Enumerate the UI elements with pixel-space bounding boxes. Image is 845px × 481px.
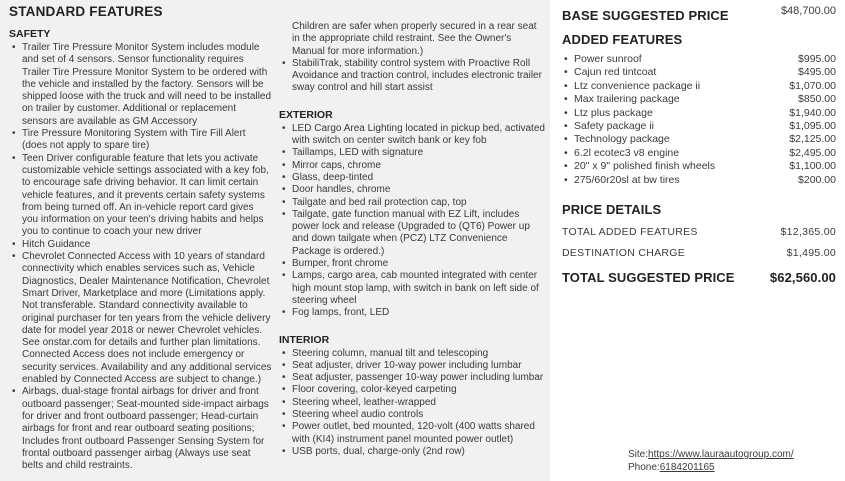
price-detail-label: DESTINATION CHARGE [562,247,686,260]
feature-list [279,58,545,95]
phone-line [628,461,794,474]
feature-item: • Tailgate and bed rail protection cap, top [279,197,545,209]
added-feature-row [562,107,836,120]
feature-section-heading: INTERIOR [279,333,330,346]
feature-item: • Airbags, dual-stage frontal airbags for driver and front outboard passenger; Seat-mounted side-impact airbags for driver and front outboard passenger; Head-curtain airbags for front and rear outboard seating positions; Includes front outboard Passenger Sensing System for frontal outboard passenger airbag (Always use seat belts and child restraints. [9,386,272,472]
feature-item: • Chevrolet Connected Access with 10 years of standard connectivity which enables services such as, Vehicle Diagnostics, Dealer Maintenance Notification, Chevrolet Smart Driver, Marketplace and more (Limitations apply. Not transferable. Standard connectivity available to original purchaser for ten years from the vehicle delivery date for model year 2018 or newer Chevrolet vehicles. See onstar.com for details and further plan limitations. Connected Access does not include emergency or security services. Availability and any additional services enabled by Connected Access are subject to change.) [9,251,272,386]
added-feature-label: • 20" x 9" polished finish wheels [574,160,716,173]
total-price-label: TOTAL SUGGESTED PRICE [562,270,735,286]
base-price-value: $48,700.00 [780,5,836,17]
site-label: Site: [628,449,649,460]
added-feature-label: • 6.2l ecotec3 v8 engine [574,146,680,159]
price-detail-value: $12,365.00 [780,226,836,239]
added-feature-row [562,53,836,66]
pricing-pane [550,0,845,481]
feature-section-heading: EXTERIOR [279,108,333,121]
added-feature-label: • Max trailering package [574,93,680,106]
feature-item: • Seat adjuster, passenger 10-way power including lumbar [279,372,545,384]
pricing-content [550,0,845,285]
feature-item: • Door handles, chrome [279,184,545,196]
features-column-middle [279,21,545,458]
feature-section [279,334,545,459]
feature-item: • Seat adjuster, driver 10-way power including lumbar [279,360,545,372]
added-feature-row [562,80,836,93]
added-feature-label: • Cajun red tintcoat [574,66,657,79]
added-feature-price: $2,495.00 [789,146,836,159]
price-detail-label: TOTAL ADDED FEATURES [562,226,698,239]
feature-continuation-text: Children are safer when properly secured in a rear seat in the appropriate child restraint. See the Owner's Manual for more information.) [292,21,537,57]
added-features-list [562,53,836,187]
added-feature-label: • Technology package [574,133,670,146]
added-feature-price: $2,125.00 [789,133,836,146]
feature-item: • Bumper, front chrome [279,258,545,270]
feature-section [279,21,545,95]
feature-item: • Mirror caps, chrome [279,160,545,172]
base-price-row [562,5,836,23]
added-feature-row [562,147,836,160]
site-line [628,448,794,461]
feature-item: • USB ports, dual, charge-only (2nd row) [279,446,545,458]
features-column-left [9,4,272,472]
total-price-row [562,270,836,285]
page-title: STANDARD FEATURES [9,4,163,19]
added-feature-price: $200.00 [798,173,836,186]
added-feature-price: $850.00 [798,93,836,106]
feature-item: • Glass, deep-tinted [279,172,545,184]
feature-section [9,28,272,472]
added-feature-price: $1,070.00 [789,79,836,92]
added-feature-price: $995.00 [798,53,836,65]
added-features-heading: ADDED FEATURES [562,32,683,47]
added-feature-price: $1,100.00 [789,160,836,173]
feature-item: • Floor covering, color-keyed carpeting [279,384,545,396]
feature-item: • StabiliTrak, stability control system with Proactive Roll Avoidance and traction control, includes electronic trailer sway control and hill start assist [279,58,545,95]
added-feature-label: • Ltz plus package [574,106,653,119]
price-detail-row [562,247,836,259]
phone-label: Phone: [628,462,660,473]
feature-list [279,348,545,459]
feature-item: • Teen Driver configurable feature that lets you activate customizable vehicle settings associated with a key fob, to encourage safe driving behavior. It can limit certain vehicle features, and it prevents certain safety systems from being turned off. An in-vehicle report card gives you information on your teen's driving habits and helps you to continue to coach your new driver [9,153,272,239]
feature-section [279,109,545,320]
price-details-heading: PRICE DETAILS [562,202,662,218]
feature-item: • Fog lamps, front, LED [279,307,545,319]
added-feature-price: $495.00 [798,66,836,79]
added-feature-price: $1,940.00 [789,106,836,119]
total-price-value: $62,560.00 [769,270,836,286]
phone-link[interactable]: 6184201165 [659,462,715,473]
feature-list [279,123,545,320]
site-link[interactable]: https://www.lauraautogroup.com/ [648,449,794,460]
added-feature-label: • Power sunroof [574,53,642,65]
added-feature-label: • Ltz convenience package ii [574,79,701,92]
feature-item: • Steering column, manual tilt and telescoping [279,348,545,360]
added-feature-row [562,120,836,133]
price-detail-value: $1,495.00 [786,247,836,260]
added-feature-price: $1,095.00 [789,120,836,133]
base-price-label: BASE SUGGESTED PRICE [562,8,729,23]
added-feature-row [562,93,836,106]
price-detail-row [562,226,836,238]
dealer-contact [628,448,794,474]
feature-list [9,42,272,472]
feature-item: • Steering wheel, leather-wrapped [279,397,545,409]
price-details-rows [562,226,836,259]
feature-item: • LED Cargo Area Lighting located in pickup bed, activated with switch on center switch bank or key fob [279,123,545,148]
feature-item: • Taillamps, LED with signature [279,147,545,159]
feature-item: • Tire Pressure Monitoring System with Tire Fill Alert (does not apply to spare tire) [9,128,272,153]
added-feature-row [562,133,836,146]
feature-item: • Power outlet, bed mounted, 120-volt (400 watts shared with (KI4) instrument panel mounted power outlet) [279,421,545,446]
feature-item: • Steering wheel audio controls [279,409,545,421]
added-feature-label: • 275/60r20sl at bw tires [574,173,680,186]
added-feature-row [562,160,836,173]
feature-item: • Trailer Tire Pressure Monitor System includes module and set of 4 sensors. Sensor functionality requires Trailer Tire Pressure Monitor System to be ordered with the vehicle and installed by the factory. Sensors will be shipped loose with the truck and will need to be installed on trailer by customer. Additional or replacement sensors are available as GM Accessory [9,42,272,128]
added-feature-row [562,174,836,187]
feature-item: • Hitch Guidance [9,239,272,251]
added-feature-row [562,66,836,79]
added-feature-label: • Safety package ii [574,120,654,133]
feature-item: • Lamps, cargo area, cab mounted integrated with center high mount stop lamp, with switch in bank on left side of steering wheel [279,270,545,307]
feature-item: • Tailgate, gate function manual with EZ Lift, includes power lock and release (Upgraded to (QT6) Power up and down tailgate when (PCZ) LTZ Convenience Package is ordered.) [279,209,545,258]
feature-section-heading: SAFETY [9,28,51,40]
